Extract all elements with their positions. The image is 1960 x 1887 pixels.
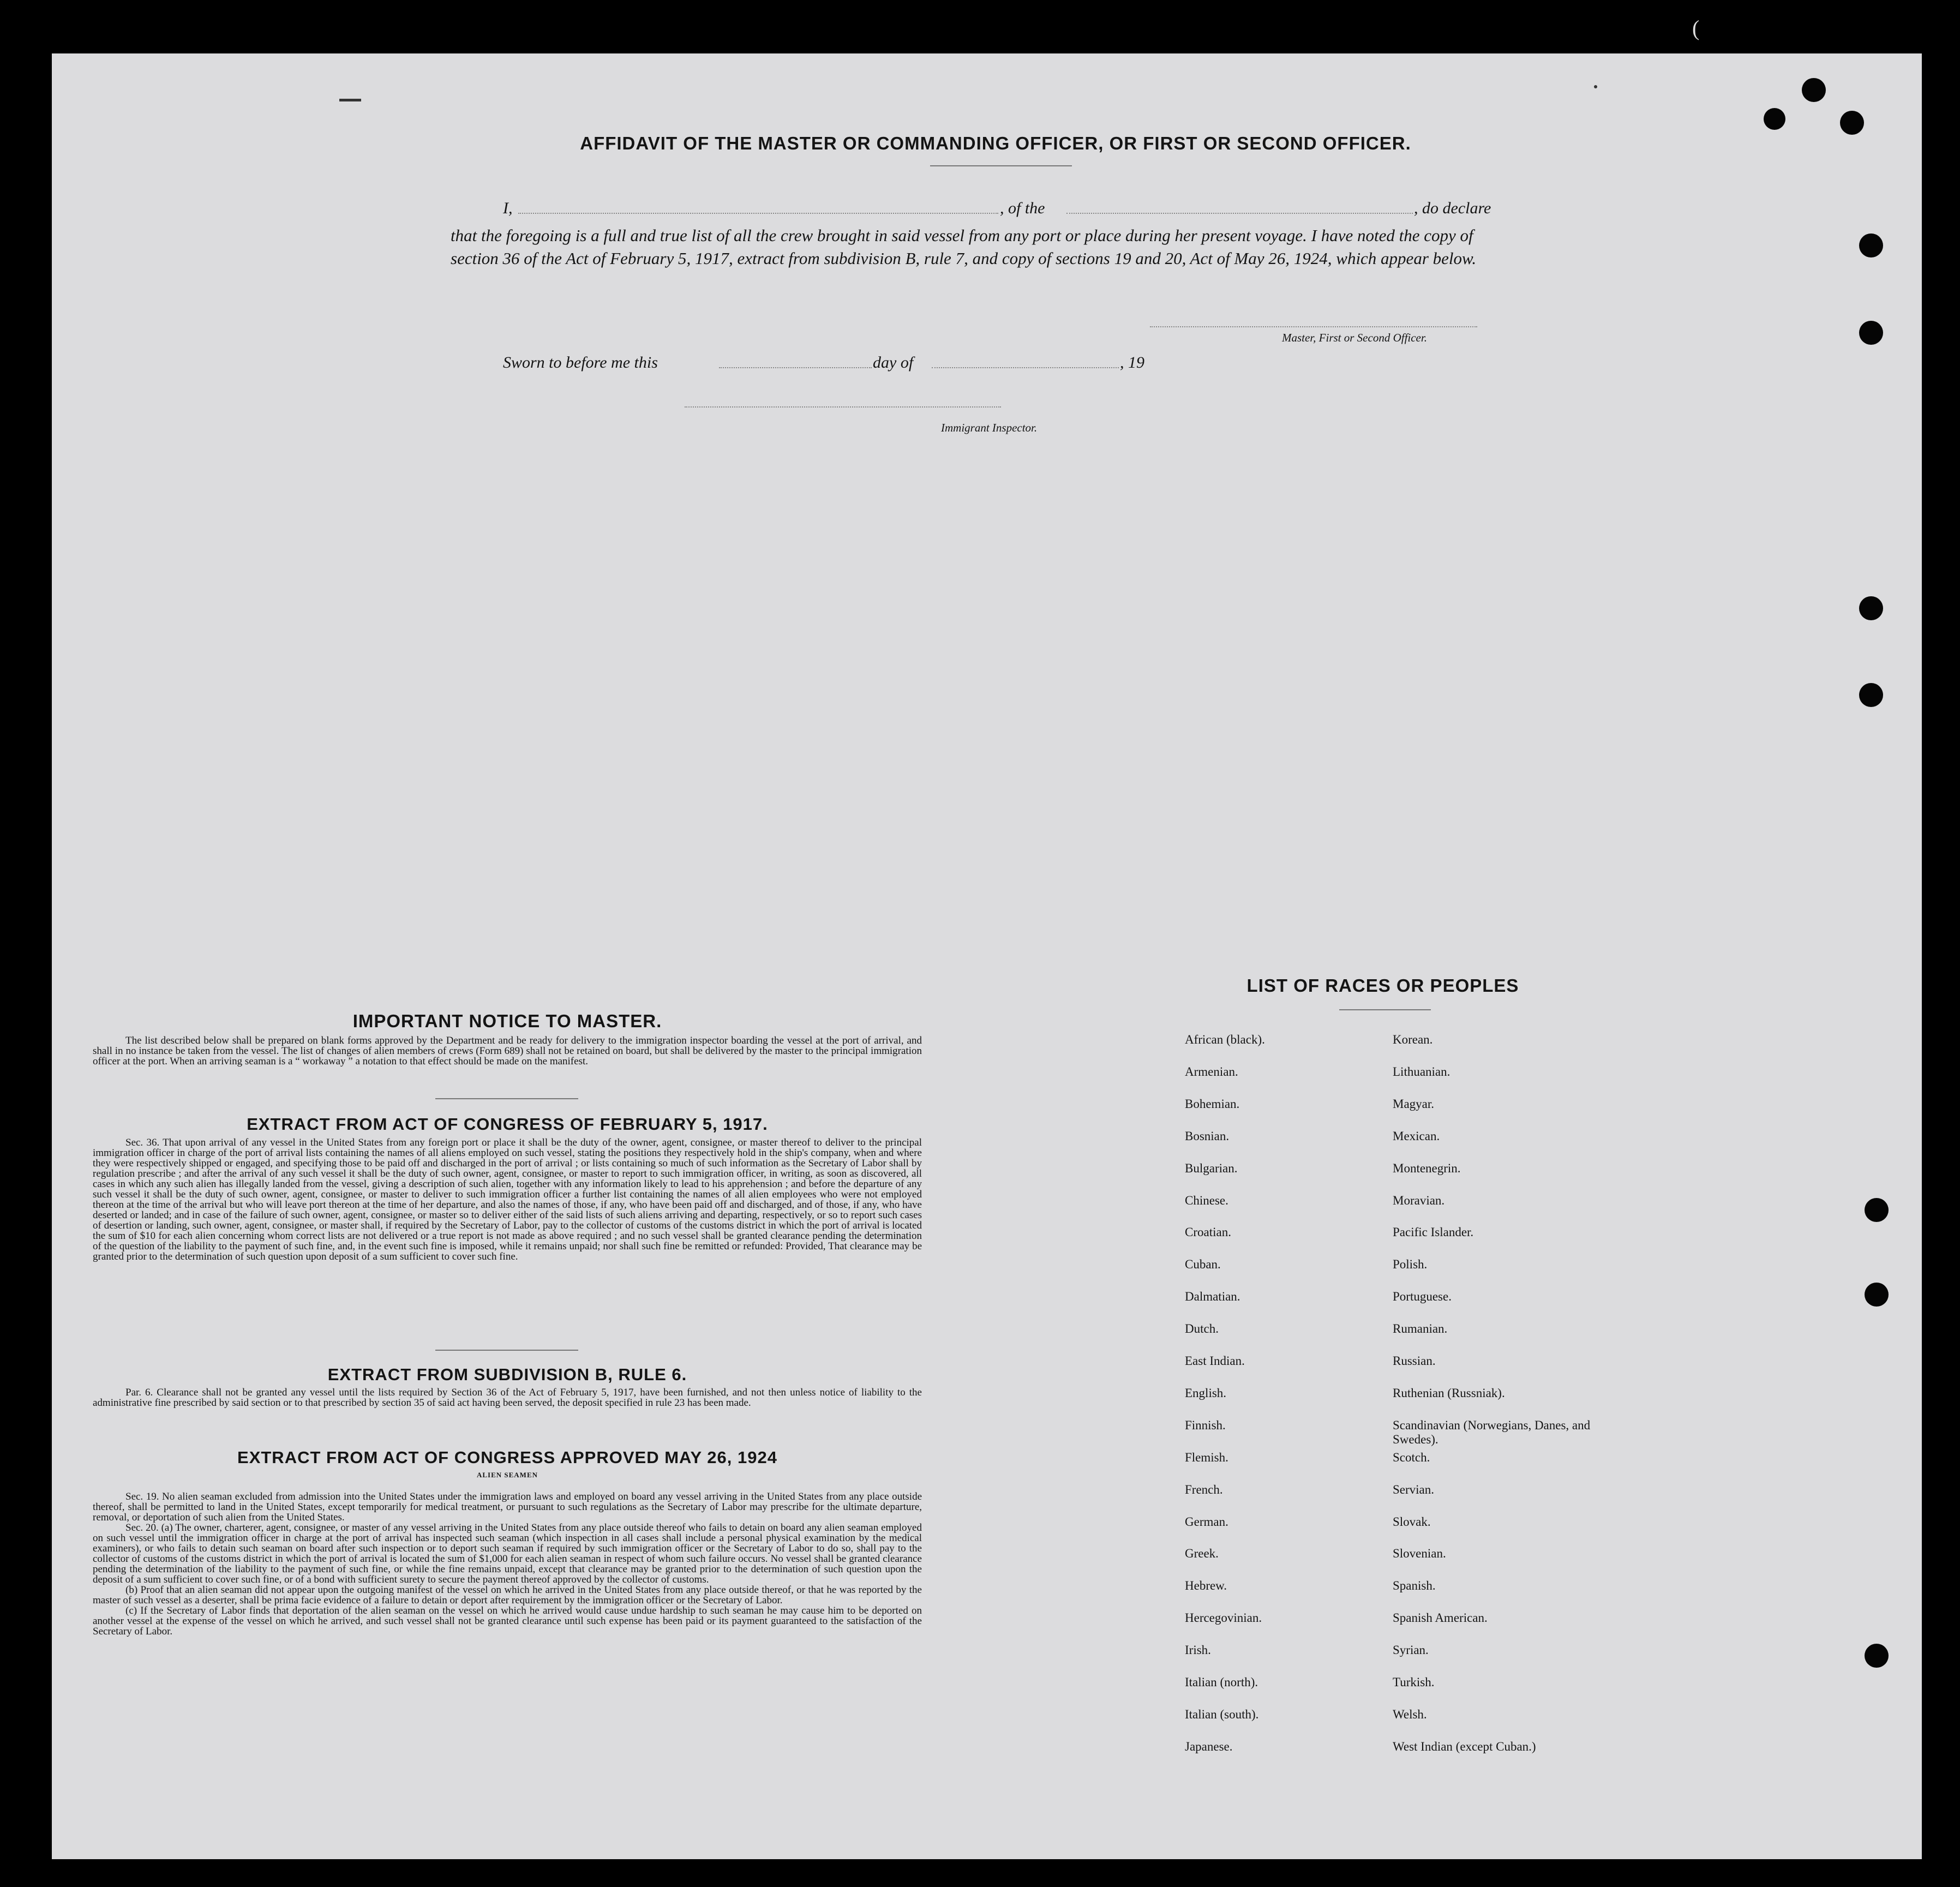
day-blank[interactable] xyxy=(719,367,872,368)
extract-1924-subtitle: ALIEN SEAMEN xyxy=(476,1471,538,1479)
race-item: Welsh. xyxy=(1393,1708,1427,1721)
vessel-blank[interactable] xyxy=(1066,213,1413,214)
of-the-label: , of the xyxy=(1000,199,1045,217)
master-signature-line[interactable] xyxy=(1150,326,1477,327)
binder-hole xyxy=(1859,596,1883,620)
race-item: Lithuanian. xyxy=(1393,1065,1450,1079)
sec20b-text: (b) Proof that an alien seaman did not appear upon the outgoing manifest of the vessel on which he arrived in the United States from any place outside thereof, or that he was reported by the master of such vessel as a deserter, shall be prima facie evidence of a failure to detain or deport after requirement by the immigration officer or the Secretary of Labor. xyxy=(93,1584,922,1606)
race-item: Japanese. xyxy=(1185,1740,1233,1753)
race-item: French. xyxy=(1185,1483,1223,1496)
ink-mark xyxy=(1594,85,1597,88)
race-item: Montenegrin. xyxy=(1393,1161,1461,1175)
race-item: Rumanian. xyxy=(1393,1322,1448,1335)
race-item: Italian (north). xyxy=(1185,1675,1258,1689)
binder-hole xyxy=(1865,1198,1889,1222)
affidavit-title: AFFIDAVIT OF THE MASTER OR COMMANDING OFFICER, OR FIRST OR SECOND OFFICER. xyxy=(580,133,1411,153)
notice-rule xyxy=(435,1098,578,1099)
declaration-text: that the foregoing is a full and true list of all the crew brought in said vessel from any port or place during her present voyage. I have noted the copy of section 36 of the Act of February 5, 1917, extract from subdivision B, rule 7, and copy of sections 19 and 20, Act of May 26, 1924, which appear below. xyxy=(451,226,1477,268)
name-blank[interactable] xyxy=(518,213,998,214)
race-item: Servian. xyxy=(1393,1483,1435,1496)
binder-hole xyxy=(1859,233,1883,257)
race-item: Bulgarian. xyxy=(1185,1161,1238,1175)
sec19-text: Sec. 19. No alien seaman excluded from admission into the United States under the immigration laws and employed on board any vessel arriving in the United States from any place outside thereof, shall be permitted to land in the United States, except temporarily for medical treatment, or pursuant to such regulations as the Secretary of Labor may prescribe for the ultimate departure, removal, or deportation of such alien from the United States. xyxy=(93,1491,922,1523)
race-item: Russian. xyxy=(1393,1354,1436,1368)
races-rule xyxy=(1339,1009,1431,1010)
notice-title: IMPORTANT NOTICE TO MASTER. xyxy=(352,1011,662,1031)
binder-hole xyxy=(1865,1644,1889,1668)
binder-hole xyxy=(1859,321,1883,345)
race-item: Irish. xyxy=(1185,1643,1211,1657)
binder-hole xyxy=(1802,78,1826,102)
race-item: Moravian. xyxy=(1393,1194,1445,1207)
day-of-label: day of xyxy=(873,354,914,372)
race-item: Chinese. xyxy=(1185,1194,1228,1207)
binder-hole xyxy=(1865,1283,1889,1307)
race-item: Ruthenian (Russniak). xyxy=(1393,1386,1505,1400)
corner-mark: ( xyxy=(1692,16,1700,40)
extract-1917-rule xyxy=(435,1350,578,1351)
inspector-label: Immigrant Inspector. xyxy=(941,421,1038,434)
race-item: German. xyxy=(1185,1515,1228,1529)
race-item: Portuguese. xyxy=(1393,1290,1452,1303)
extract-1924-body xyxy=(93,1491,922,1637)
race-item: Bosnian. xyxy=(1185,1129,1230,1143)
race-item: Cuban. xyxy=(1185,1257,1221,1271)
rule6-text: Par. 6. Clearance shall not be granted any vessel until the lists required by Section 36 of the Act of February 5, 1917, have been furnished, and not then unless notice of liability to the administrative fine prescribed by said section or to that prescribed by section 35 of said act having been served, the deposit specified in rule 23 has been made. xyxy=(93,1387,922,1409)
race-item: Greek. xyxy=(1185,1547,1219,1560)
race-item: Finnish. xyxy=(1185,1418,1226,1432)
sec20c-text: (c) If the Secretary of Labor finds that deportation of the alien seaman on the vessel on which he arrived would cause undue hardship to such seaman he may cause him to be deported on another vessel at the expense of the vessel on which he arrived, and such vessel shall not be granted clearance until such expense has been paid or its payment guaranteed to the satisfaction of the Secretary of Labor. xyxy=(93,1605,922,1637)
extract-1917-title: EXTRACT FROM ACT OF CONGRESS OF FEBRUARY 5, 1917. xyxy=(247,1115,768,1134)
race-item: Dalmatian. xyxy=(1185,1290,1240,1303)
races-title: LIST OF RACES OR PEOPLES xyxy=(1246,975,1519,996)
sworn-label: Sworn to before me this xyxy=(503,354,658,372)
extract-1924-title: EXTRACT FROM ACT OF CONGRESS APPROVED MAY 26, 1924 xyxy=(237,1448,777,1467)
race-item: Scandinavian (Norwegians, Danes, and Swedes). xyxy=(1393,1418,1591,1446)
race-item: East Indian. xyxy=(1185,1354,1245,1368)
race-item: Hebrew. xyxy=(1185,1579,1227,1592)
notice-text: The list described below shall be prepared on blank forms approved by the Department and be ready for delivery to the immigration inspector boarding the vessel at the port of arrival, and shall in no instance be taken from the vessel. The list of changes of alien members of crews (Form 689) shall not be retained on board, but shall be delivered by the master to the principal immigration officer at the port. When an arriving seaman is a “ workaway ” a notation to that effect should be made on the manifest. xyxy=(93,1035,922,1067)
title-rule xyxy=(930,165,1072,166)
race-item: Croatian. xyxy=(1185,1225,1231,1239)
race-item: African (black). xyxy=(1185,1033,1265,1046)
race-item: Magyar. xyxy=(1393,1097,1435,1111)
binder-hole xyxy=(1764,108,1785,130)
race-item: Scotch. xyxy=(1393,1451,1430,1464)
binder-hole xyxy=(1840,111,1864,135)
race-item: Flemish. xyxy=(1185,1451,1228,1464)
race-item: Pacific Islander. xyxy=(1393,1225,1474,1239)
year-label: , 19 xyxy=(1120,354,1144,372)
rule6-title: EXTRACT FROM SUBDIVISION B, RULE 6. xyxy=(327,1365,687,1384)
ink-mark xyxy=(339,99,361,101)
binder-hole xyxy=(1859,683,1883,707)
race-item: Turkish. xyxy=(1393,1675,1435,1689)
race-item: Bohemian. xyxy=(1185,1097,1240,1111)
inspector-signature-line[interactable] xyxy=(685,406,1001,408)
race-item: Syrian. xyxy=(1393,1643,1429,1657)
race-item: Mexican. xyxy=(1393,1129,1440,1143)
extract-1917-text: Sec. 36. That upon arrival of any vessel in the United States from any foreign port or place it shall be the duty of the owner, agent, consignee, or master thereof to deliver to the principal immigration officer in charge of the port of arrival lists containing the names of all aliens employed on such vessel, stating the positions they respectively hold in the ship's company, when and where they were respectively shipped or engaged, and specifying those to be paid off and discharged in the port of arrival ; or lists containing so much of such information as the Secretary of Labor shall by regulation prescribe ; and after the arrival of any such vessel it shall be the duty of such owner, agent, consignee, or master to report to such immigration officer, in writing, as soon as discovered, all cases in which any such alien has illegally landed from the vessel, giving a description of such alien, together with any information likely to lead to his apprehension ; and before the departure of any such vessel it shall be the duty of such owner, agent, consignee, or master to deliver to such immigration officer a further list containing the names of all alien employees who were not employed thereon at the time of the arrival but who will leave port thereon at the time of her departure, and also the names of those, if any, who have been paid off and discharged, and of those, if any, who have deserted or landed; and in case of the failure of such owner, agent, consignee, or master so to deliver either of the said lists of such aliens arriving and departing, respectively, or so to report such cases of desertion or landing, such owner, agent, consignee, or master shall, if required by the Secretary of Labor, pay to the collector of customs of the customs district in which the port of arrival is located the sum of $10 for each alien concerning whom correct lists are not delivered or a true report is not made as above required ; and no such vessel shall be granted clearance pending the determination of the question of the liability to the payment of such fine, and, in the event such fine is imposed, while it remains unpaid; nor shall such fine be remitted or refunded: Provided, That clearance may be granted prior to the determination of such question upon deposit of a sum sufficient to cover such fine. xyxy=(93,1137,922,1262)
month-blank[interactable] xyxy=(932,367,1119,368)
race-item: Italian (south). xyxy=(1185,1708,1259,1721)
race-item: Slovenian. xyxy=(1393,1547,1446,1560)
race-item: English. xyxy=(1185,1386,1227,1400)
race-item: Spanish American. xyxy=(1393,1611,1488,1625)
master-signature-label: Master, First or Second Officer. xyxy=(1282,331,1427,344)
race-item: Slovak. xyxy=(1393,1515,1431,1529)
race-item: Dutch. xyxy=(1185,1322,1219,1335)
sec20a-text: Sec. 20. (a) The owner, charterer, agent, consignee, or master of any vessel arriving in the United States from any place outside thereof who fails to detain on board any alien seaman employed on such vessel until the immigration officer in charge at the port of arrival has inspected such seaman (which inspection in all cases shall include a personal physical examination by the medical examiners), or who fails to detain such seaman on board after such inspection or to deport such seaman if required by such immigration officer or the Secretary of Labor to do so, shall pay to the collector of customs of the customs district in which the port of arrival is located the sum of $1,000 for each alien seaman in respect of whom such failure occurs. No vessel shall be granted clearance pending the determination of the liability to the payment of such fine, or while the fine remains unpaid, except that clearance may be granted prior to the determination of such question upon the deposit of a sum sufficient to cover such fine, or of a bond with sufficient surety to secure the payment thereof approved by the collector of customs. xyxy=(93,1522,922,1585)
race-item: West Indian (except Cuban.) xyxy=(1393,1740,1536,1753)
do-declare-label: , do declare xyxy=(1414,199,1491,217)
race-item: Polish. xyxy=(1393,1257,1428,1271)
race-item: Spanish. xyxy=(1393,1579,1436,1592)
race-item: Armenian. xyxy=(1185,1065,1238,1079)
race-item: Hercegovinian. xyxy=(1185,1611,1262,1625)
i-label: I, xyxy=(503,199,513,217)
race-item: Korean. xyxy=(1393,1033,1433,1046)
